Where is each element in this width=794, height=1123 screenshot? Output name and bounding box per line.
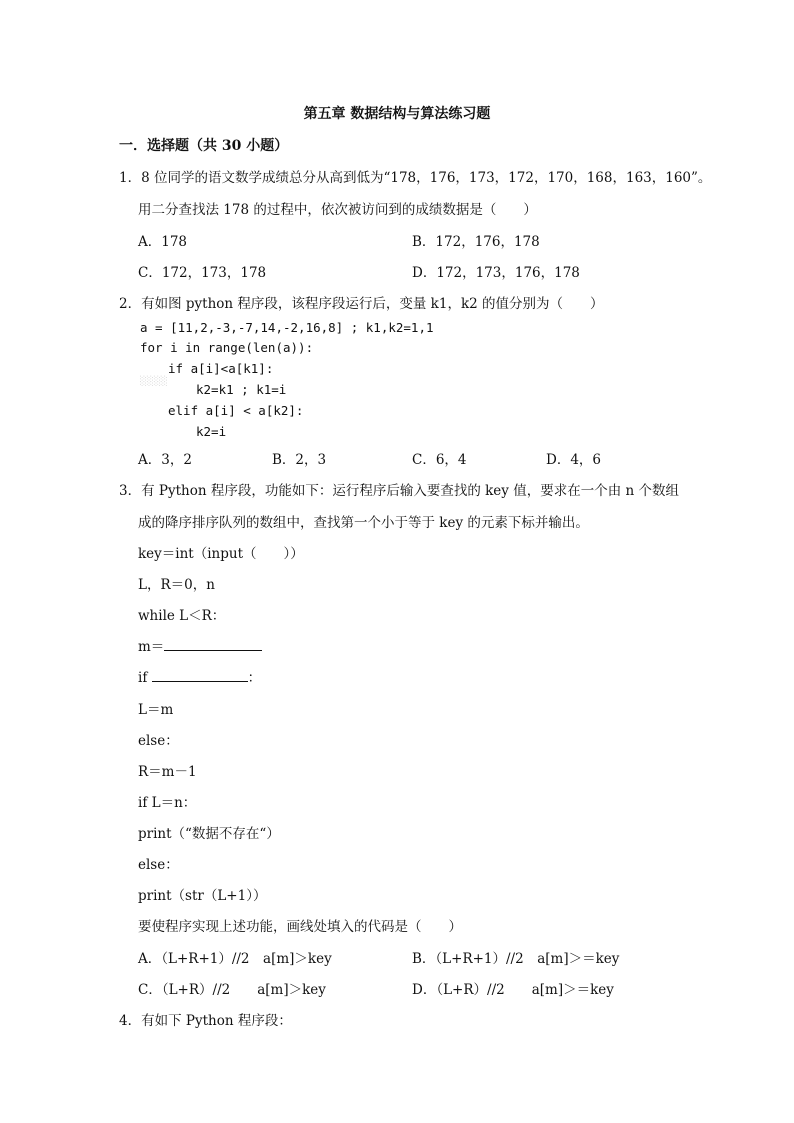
q1-stem-line2: 用二分查找法 178 的过程中，依次被访问到的成绩数据是（ ） xyxy=(138,202,537,218)
q3-option-b: B．（L+R+1）//2 a[m]＞＝key xyxy=(412,951,620,967)
q2-option-a: A．3，2 xyxy=(138,452,192,468)
q2-code-line: k2=k1 ; k1=i xyxy=(196,382,287,397)
q3-code-line: L，R＝0，n xyxy=(138,577,215,593)
q2-option-d: D．4，6 xyxy=(546,452,602,468)
q4-stem: 4．有如下 Python 程序段： xyxy=(119,1013,292,1029)
q3-ask: 要使程序实现上述功能，画线处填入的代码是（ ） xyxy=(138,919,462,935)
q2-code-line: if a[i]<a[k1]: xyxy=(168,361,274,376)
q3-code-text: ： xyxy=(247,670,262,686)
q3-code-line: print（“数据不存在“） xyxy=(138,826,280,842)
q3-code-line-blank1 xyxy=(138,635,262,655)
q3-code-line: print（str（L+1）） xyxy=(138,888,267,904)
q3-code-line-blank2 xyxy=(138,666,261,686)
q3-code-line: while L＜R： xyxy=(138,608,226,624)
q2-code-line: for i in range(len(a)): xyxy=(140,340,314,355)
page-title: 第五章 数据结构与算法练习题 xyxy=(303,106,491,122)
q1-option-d: D．172，173，176，178 xyxy=(412,265,580,281)
q3-code-line: L＝m xyxy=(138,702,174,718)
q3-code-line: R＝m－1 xyxy=(138,764,197,780)
q3-stem-line2: 成的降序排序队列的数组中，查找第一个小于等于 key 的元素下标并输出。 xyxy=(138,515,589,531)
q3-code-line: if L＝n： xyxy=(138,795,197,811)
q2-option-c: C．6，4 xyxy=(412,452,467,468)
q2-code-line: k2=i xyxy=(196,424,227,439)
q3-option-c: C．（L+R）//2 a[m]＞key xyxy=(138,982,326,998)
fill-in-blank xyxy=(152,669,248,682)
q1-option-c: C．172，173，178 xyxy=(138,265,267,281)
watermark-smudge: ░░░░ xyxy=(140,377,168,387)
q2-code-line: elif a[i] < a[k2]: xyxy=(168,403,304,418)
q3-code-line: else： xyxy=(138,857,179,873)
q2-code-line: a = [11,2,-3,-7,14,-2,16,8] ; k1,k2=1,1 xyxy=(140,320,434,335)
q3-option-a: A．（L+R+1）//2 a[m]＞key xyxy=(138,951,332,967)
q3-code-line: else： xyxy=(138,733,179,749)
q3-option-d: D．（L+R）//2 a[m]＞＝key xyxy=(412,982,614,998)
q3-code-text: m＝ xyxy=(138,639,165,655)
q2-stem: 2．有如图 python 程序段，该程序段运行后，变量 k1，k2 的值分别为（ ） xyxy=(119,296,604,312)
section-heading: 一．选择题（共 30 小题） xyxy=(119,138,289,154)
q2-option-b: B．2，3 xyxy=(272,452,327,468)
q3-code-text: if xyxy=(138,670,152,686)
q1-stem-line1: 1．8 位同学的语文数学成绩总分从高到低为“178，176，173，172，170，168，163，160”。 xyxy=(119,170,712,186)
q1-option-b: B．172，176，178 xyxy=(412,234,540,250)
q1-option-a: A．178 xyxy=(138,234,188,250)
fill-in-blank xyxy=(164,638,262,651)
q3-code-line: key＝int（input（ ）） xyxy=(138,546,304,562)
q3-stem-line1: 3．有 Python 程序段，功能如下：运行程序后输入要查找的 key 值，要求在一个由 n 个数组 xyxy=(119,483,679,499)
